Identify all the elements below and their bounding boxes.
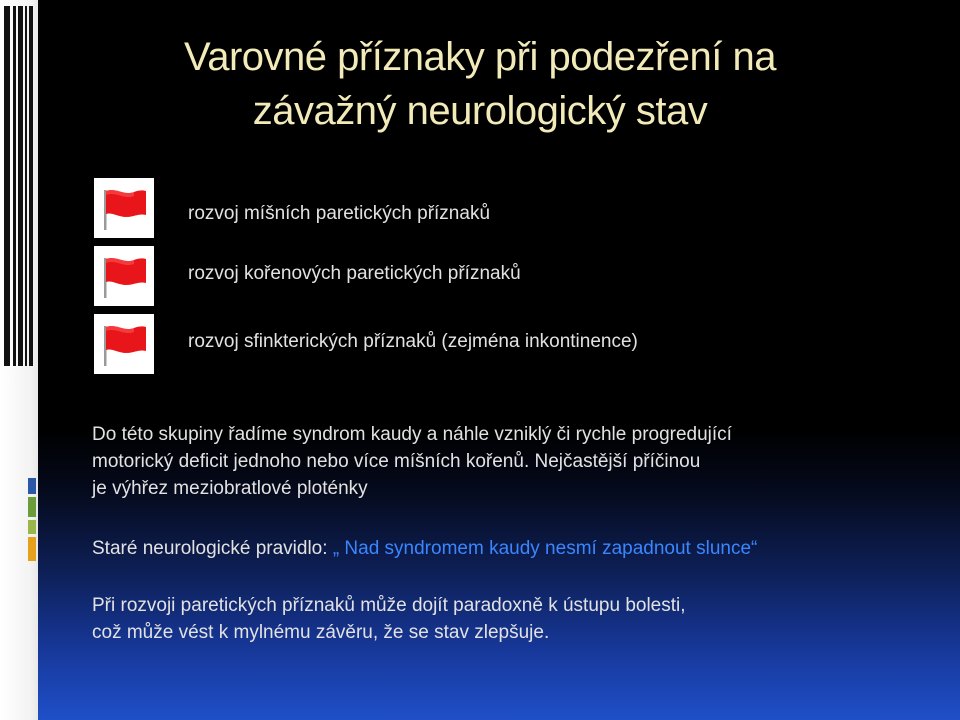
paragraph-pain-paradox bbox=[92, 592, 922, 646]
flag-item-3: rozvoj sfinkterických příznaků (zejména inkontinence) bbox=[188, 331, 638, 352]
red-flag-icon bbox=[94, 246, 154, 306]
paragraph-line: což může vést k mylnému závěru, že se stav zlepšuje. bbox=[92, 622, 550, 643]
flag-item-1: rozvoj míšních paretických příznaků bbox=[188, 203, 491, 224]
slide-title-line-2: závažný neurologický stav bbox=[252, 89, 708, 133]
paragraph-line: je výhřez meziobratlové ploténky bbox=[92, 478, 368, 499]
paragraph-line: motorický deficit jednoho nebo více míšních kořenů. Nejčastější příčinou bbox=[92, 451, 701, 472]
slide-title bbox=[40, 30, 920, 138]
left-decorative-bar bbox=[0, 0, 38, 720]
rule-lead: Staré neurologické pravidlo: bbox=[92, 538, 333, 559]
paragraph-line: Do této skupiny řadíme syndrom kaudy a náhle vzniklý či rychle progredující bbox=[92, 424, 732, 445]
slide-title-line-1: Varovné příznaky při podezření na bbox=[184, 35, 776, 79]
decorative-stripes bbox=[4, 6, 34, 366]
red-flag-icon bbox=[94, 314, 154, 374]
paragraph-line bbox=[92, 535, 922, 562]
decorative-color-blocks bbox=[28, 478, 36, 568]
rule-quote: „ Nad syndromem kaudy nesmí zapadnout slunce“ bbox=[332, 538, 758, 559]
paragraph-cauda-syndrome bbox=[92, 421, 922, 502]
red-flag-icon bbox=[94, 178, 154, 238]
paragraph-old-rule bbox=[92, 535, 922, 562]
flag-item-2: rozvoj kořenových paretických příznaků bbox=[188, 263, 521, 284]
paragraph-line: Při rozvoji paretických příznaků může dojít paradoxně k ústupu bolesti, bbox=[92, 595, 686, 616]
